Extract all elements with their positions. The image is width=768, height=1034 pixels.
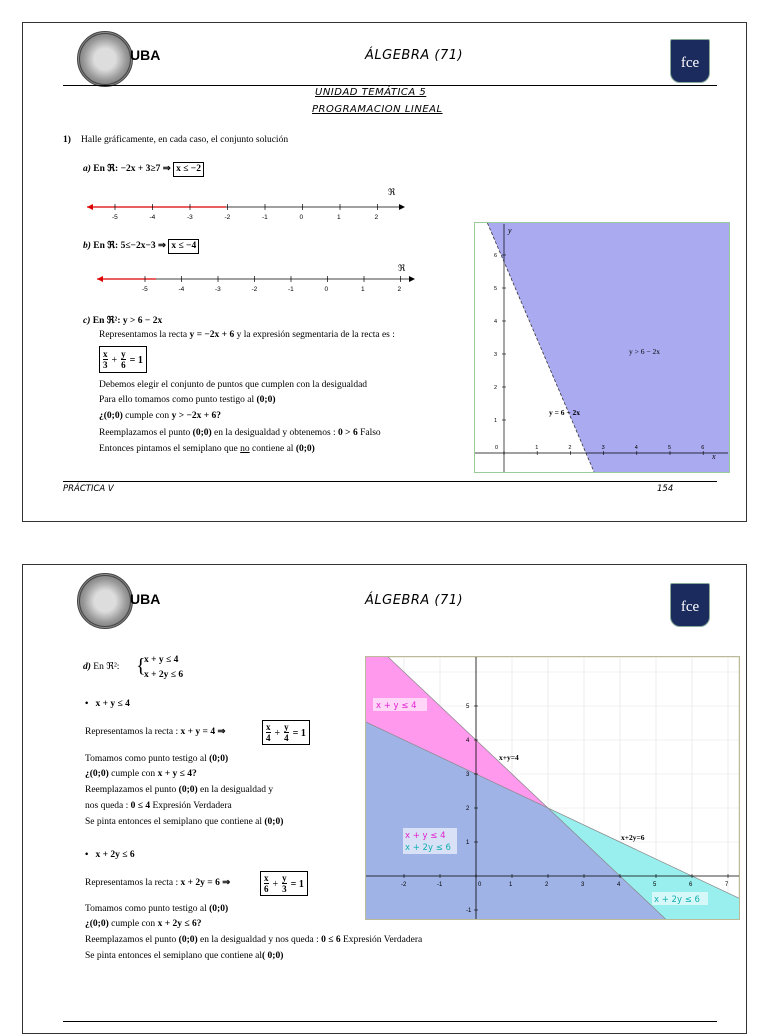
c-line1-text-end: y la expresión segmentaria de la recta es :: [236, 330, 395, 340]
real-symbol-b: ℜ: [398, 263, 406, 273]
b2-line2: [85, 903, 228, 916]
tick-label: -4: [178, 286, 185, 293]
course-title: ÁLGEBRA (71): [365, 593, 464, 608]
x-tick-label: 2: [568, 445, 572, 451]
y-tick-label: 5: [466, 704, 470, 710]
item-d: [83, 661, 119, 674]
c-line5-result: 0 > 6: [338, 428, 358, 438]
b2-line3-equation: x + 2y ≤ 6?: [157, 919, 202, 929]
x-tick-label: 2: [545, 882, 549, 888]
unit-title: UNIDAD TEMÁTICA 5: [315, 87, 427, 98]
system-eq1: x + y ≤ 4: [144, 655, 179, 665]
segment-equation-box: $\frac{x}{3}$ + $\frac{y}{6}$ = 1: [99, 346, 147, 373]
b1-line2-point: (0;0): [209, 754, 229, 764]
x-tick-label: 1: [535, 445, 539, 451]
b1-line4-text: Reemplazamos el punto: [85, 785, 177, 795]
footer-divider: [63, 1021, 717, 1022]
tick-label: -1: [288, 286, 294, 293]
bullet-1: • x + y ≤ 4: [85, 699, 130, 709]
item-b: [83, 239, 199, 254]
graph-2: [365, 656, 740, 920]
uba-seal-logo: [77, 573, 133, 629]
c-line5-text: Reemplazamos el punto: [99, 428, 191, 438]
fce-logo: fce: [670, 583, 710, 627]
b1-line5: [85, 800, 232, 813]
y-tick-label: 2: [466, 806, 470, 812]
c-line4-equation: y > −2x + 6?: [171, 411, 222, 421]
number-line-b: [93, 259, 423, 299]
uba-label: UBA: [130, 591, 161, 607]
b1-line2-text: Tomamos como punto testigo al: [85, 754, 207, 764]
system-eq2: x + 2y ≤ 6: [144, 670, 184, 680]
b2-line3-text: cumple con: [111, 919, 156, 929]
b2-line4-text: Reemplazamos el punto: [85, 935, 177, 945]
y-tick-label: -1: [466, 908, 472, 914]
graph1-line-label: y = 6 − 2x: [549, 408, 581, 417]
c-line6-point: (0;0): [295, 444, 315, 454]
graph2-label-pink: x + y ≤ 4: [376, 701, 417, 711]
tick-label: -5: [112, 214, 118, 221]
c-line4-text: cumple con: [125, 411, 170, 421]
item-d-domain: En ℜ²:: [93, 662, 120, 672]
tick-label: 1: [361, 286, 365, 293]
b1-line6-text: Se pinta entonces el semiplano que contiene al: [85, 817, 263, 827]
b1-frac2-num: y: [284, 722, 289, 732]
b2-line1-text: Representamos la recta :: [85, 878, 179, 888]
graph2-label-both-1: x + y ≤ 4: [405, 831, 446, 841]
header-divider: [63, 85, 717, 86]
x-tick-label: -1: [437, 882, 443, 888]
c-line3: [99, 394, 276, 407]
uba-seal-logo: [77, 31, 133, 87]
x-tick-label: 6: [689, 882, 693, 888]
item-c-label: c): [83, 316, 91, 326]
b1-line4-text-end: en la desigualdad y: [200, 785, 274, 795]
b1-line2: [85, 753, 228, 766]
exercise-number: 1): [63, 135, 71, 145]
b1-frac2-den: 4: [284, 733, 289, 743]
b1-frac-rhs: = 1: [292, 728, 306, 740]
tick-label: -2: [224, 214, 231, 221]
c-line6-text: Entonces pintamos el semiplano que: [99, 444, 238, 454]
b2-line2-text: Tomamos como punto testigo al: [85, 904, 207, 914]
b1-line1-text: Representamos la recta :: [85, 727, 179, 737]
system-brace: {: [136, 655, 146, 677]
x-tick-label: 5: [668, 445, 672, 451]
y-tick-label: 1: [494, 418, 498, 424]
y-tick-label: 6: [494, 253, 498, 259]
c-line5-text-mid: en la desigualdad y obtenemos :: [214, 428, 336, 438]
y-tick-label: 2: [494, 385, 498, 391]
c-line4-point: ¿(0;0): [99, 411, 123, 421]
x-tick-label: 3: [601, 445, 605, 451]
b1-line3: [85, 768, 197, 781]
c-line1-equation: y = −2x + 6: [189, 330, 235, 340]
x-tick-label: 5: [653, 882, 657, 888]
tick-label: -1: [262, 214, 268, 221]
b2-line4: [85, 934, 422, 947]
b1-line3-equation: x + y ≤ 4?: [157, 769, 197, 779]
c-line1-text: Representamos la recta: [99, 330, 188, 340]
x-tick-label: 4: [617, 882, 621, 888]
b1-line5-text: nos queda :: [85, 801, 129, 811]
b2-line2-point: (0;0): [209, 904, 229, 914]
b2-frac2-num: y: [282, 873, 287, 883]
c-line5-false: Falso: [360, 428, 381, 438]
y-tick-label: 5: [494, 286, 498, 292]
bullet-2: • x + 2y ≤ 6: [85, 850, 135, 860]
exercise-statement: Halle gráficamente, en cada caso, el conjunto solución: [81, 135, 289, 145]
real-symbol-a: ℜ: [388, 187, 396, 197]
b2-line4-point: (0;0): [178, 935, 198, 945]
c-line3-point: (0;0): [256, 395, 276, 405]
b1-line3-text: cumple con: [111, 769, 156, 779]
graph1-y-label: y: [508, 226, 512, 235]
item-b-answer: x ≤ −4: [168, 239, 199, 254]
c-line2: Debemos elegir el conjunto de puntos que cumplen con la desigualdad: [99, 380, 368, 390]
c-line3-text: Para ello tomamos como punto testigo al: [99, 395, 255, 405]
b2-line5-text: Se pinta entonces el semiplano que contiene al: [85, 951, 263, 961]
b1-line4: [85, 784, 273, 797]
y-tick-label: 1: [466, 840, 470, 846]
b1-frac1-num: x: [266, 722, 271, 732]
graph2-line2-label: x+2y=6: [621, 833, 645, 842]
b1-segment-box: $\frac{x}{4}$ + $\frac{y}{4}$ = 1: [262, 720, 310, 745]
b1-line3-point: ¿(0;0): [85, 769, 109, 779]
tick-label: -2: [251, 286, 258, 293]
tick-label: -5: [142, 286, 148, 293]
frac2-den: 6: [121, 360, 126, 370]
x-tick-label: 0: [495, 445, 499, 451]
footer-divider: [63, 481, 717, 482]
b2-line1: [85, 877, 230, 890]
fce-logo: fce: [670, 39, 710, 83]
b2-line3: [85, 918, 201, 931]
graph1-x-label: x: [712, 452, 716, 461]
x-tick-label: 3: [581, 882, 585, 888]
b1-line6: [85, 816, 283, 829]
c-line4: [99, 410, 221, 423]
x-tick-label: 4: [634, 445, 638, 451]
tick-label: 0: [299, 214, 304, 221]
graph2-label-both-2: x + 2y ≤ 6: [405, 843, 451, 853]
frac1-num: x: [103, 349, 108, 359]
item-d-label: d): [83, 662, 91, 672]
x-tick-label: 7: [725, 882, 729, 888]
y-tick-label: 4: [466, 738, 470, 744]
b1-line1-equation: x + y = 4 ⇒: [180, 727, 226, 737]
b2-frac1-den: 6: [264, 884, 269, 894]
x-tick-label: 1: [509, 882, 513, 888]
c-line6: [99, 443, 315, 456]
b1-line5-verdict: Expresión Verdadera: [152, 801, 232, 811]
graph1-region-label: y > 6 − 2x: [629, 347, 660, 356]
item-a-answer: x ≤ −2: [173, 162, 204, 177]
x-tick-label: 6: [701, 445, 705, 451]
b1-line5-result: 0 ≤ 4: [130, 801, 151, 811]
graph-1: [474, 222, 730, 473]
c-line5-point: (0;0): [192, 428, 212, 438]
b2-frac-rhs: = 1: [290, 879, 304, 891]
page-1: [22, 22, 747, 522]
footer-left: PRÁCTICA V: [63, 484, 114, 494]
b2-line3-point: ¿(0;0): [85, 919, 109, 929]
graph2-label-cyan: x + 2y ≤ 6: [654, 895, 700, 905]
item-b-equation: En ℜ: 5≤−2x−3 ⇒: [93, 241, 166, 251]
y-tick-label: 3: [494, 352, 498, 358]
b2-segment-box: $\frac{x}{6}$ + $\frac{y}{3}$ = 1: [260, 871, 308, 896]
c-line6-text-end: contiene al: [252, 444, 294, 454]
y-tick-label: 4: [494, 319, 498, 325]
item-a-label: a): [83, 164, 91, 174]
bullet-1-title: x + y ≤ 4: [95, 699, 130, 709]
b2-line5: [85, 950, 283, 963]
uba-label: UBA: [130, 47, 161, 63]
frac2-num: y: [121, 349, 126, 359]
tick-label: -3: [187, 214, 193, 221]
b2-frac1-num: x: [264, 873, 269, 883]
course-title: ÁLGEBRA (71): [365, 48, 464, 63]
tick-label: 0: [324, 286, 329, 293]
b2-line4-text-mid: en la desigualdad y nos queda :: [200, 935, 319, 945]
footer-page-number: 154: [657, 484, 674, 494]
b1-line6-point: (0;0): [264, 817, 284, 827]
b2-frac2-den: 3: [282, 884, 287, 894]
c-line5: [99, 427, 381, 440]
item-c: [83, 315, 162, 328]
x-tick-label: -2: [401, 882, 407, 888]
unit-subtitle: PROGRAMACION LINEAL: [312, 104, 443, 115]
b2-line4-verdict: Expresión Verdadera: [342, 935, 423, 945]
item-a: [83, 162, 204, 177]
frac-rhs: = 1: [129, 355, 143, 367]
b1-frac1-den: 4: [266, 733, 271, 743]
tick-label: 2: [397, 286, 402, 293]
b2-line5-point: ( 0;0): [262, 951, 284, 961]
page-2: [22, 564, 747, 1034]
y-tick-label: 3: [466, 772, 470, 778]
item-c-line1: [99, 329, 395, 342]
b1-line1: [85, 726, 225, 739]
graph2-line1-label: x+y=4: [499, 753, 519, 762]
bullet-2-title: x + 2y ≤ 6: [95, 850, 135, 860]
x-tick-label: 0: [478, 882, 482, 888]
tick-label: 2: [374, 214, 379, 221]
b2-line4-result: 0 ≤ 6: [321, 935, 341, 945]
b1-line4-point: (0;0): [178, 785, 198, 795]
tick-label: 1: [337, 214, 341, 221]
c-line6-no: no: [240, 444, 250, 454]
tick-label: -4: [149, 214, 156, 221]
tick-label: -3: [215, 286, 221, 293]
number-line-a: [83, 183, 413, 223]
b2-line1-equation: x + 2y = 6 ⇒: [180, 878, 231, 888]
item-c-equation: En ℜ²: y > 6 − 2x: [92, 316, 163, 326]
item-b-label: b): [83, 241, 91, 251]
item-a-equation: En ℜ: −2x + 3≥7 ⇒: [93, 164, 171, 174]
frac1-den: 3: [103, 360, 108, 370]
